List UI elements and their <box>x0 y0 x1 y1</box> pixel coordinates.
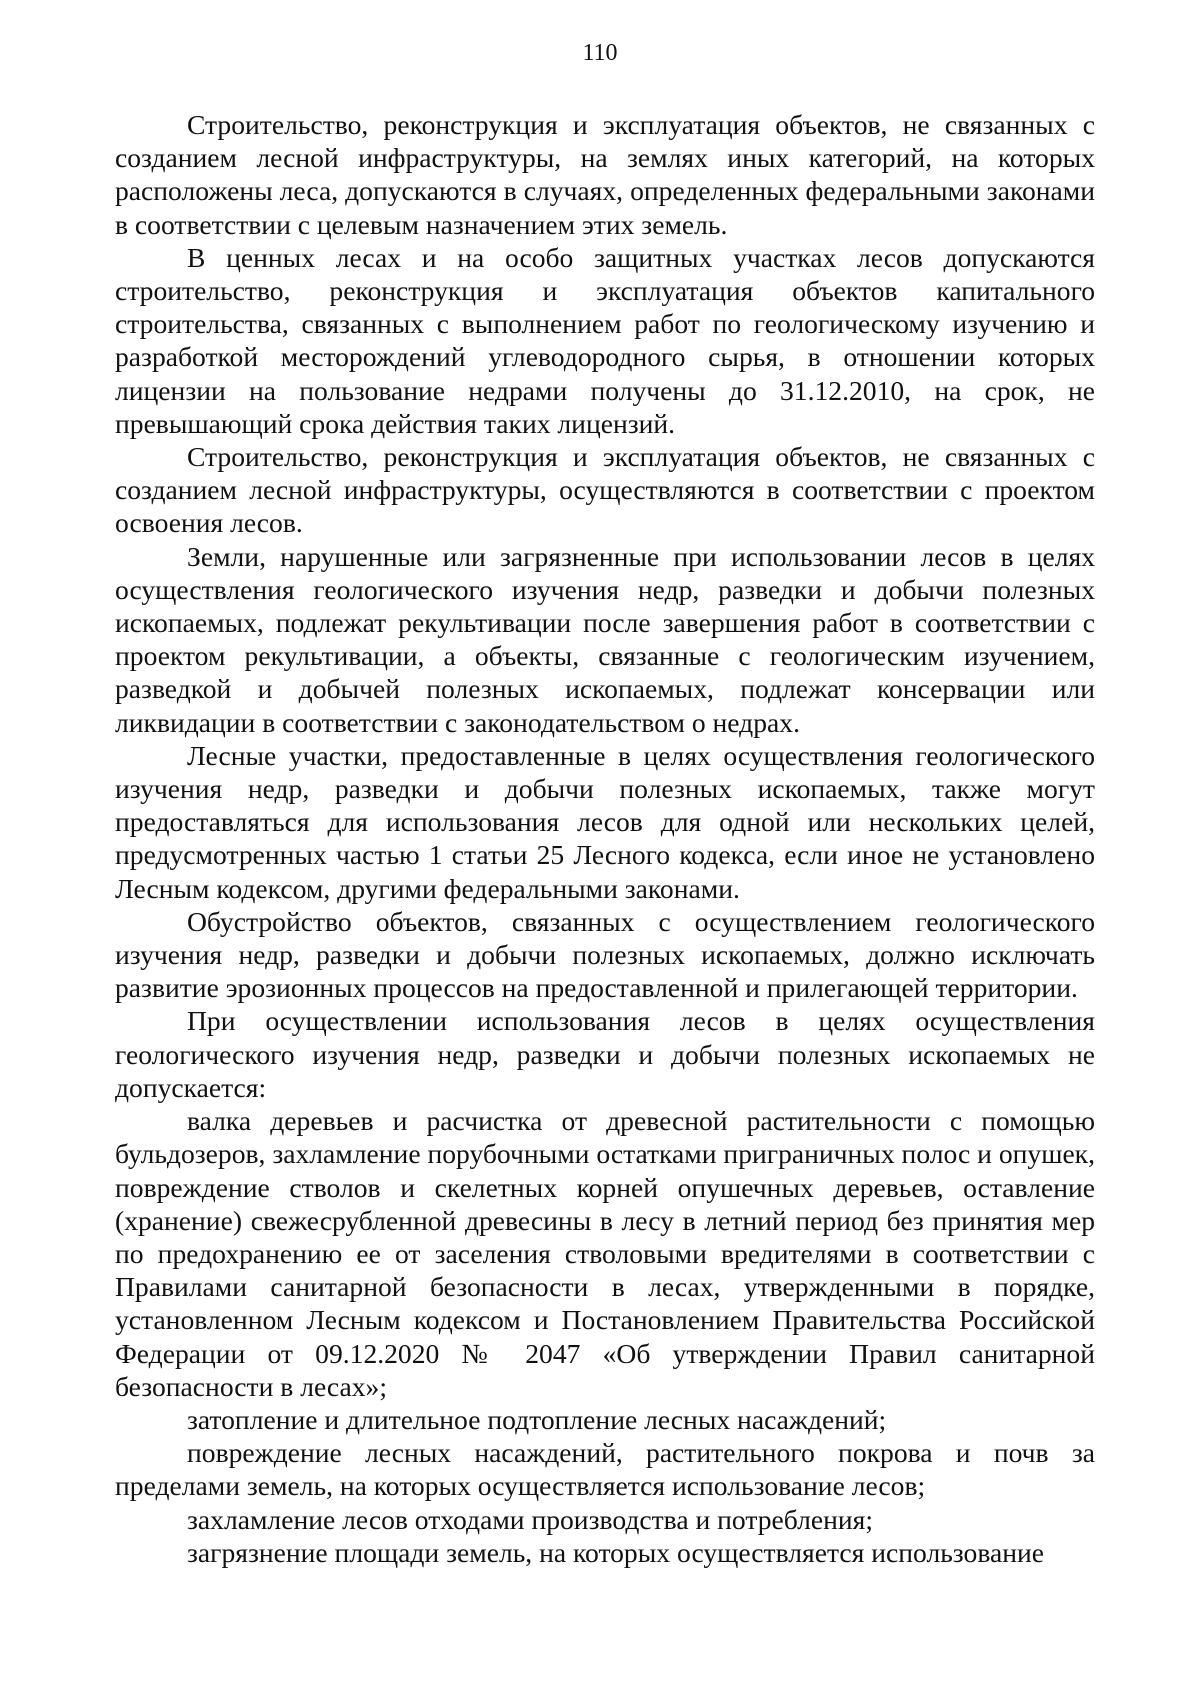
paragraph: При осуществлении использования лесов в целях осуществления геологического изучения недр, разведки и добычи полезных ископаемых не допускается: <box>115 1005 1095 1103</box>
list-item: загрязнение площади земель, на которых осуществляется использование <box>187 1536 1045 1568</box>
paragraph: Обустройство объектов, связанных с осуществлением геологического изучения недр, разведки и добычи полезных ископаемых, должно исключать развитие эрозионных процессов на предоставленной и прилегающей территории. <box>115 905 1095 1004</box>
list-item: повреждение лесных насаждений, растительного покрова и почв за пределами земель, на которых осуществляется использование лесов; <box>115 1437 1095 1502</box>
document-body <box>115 108 1095 1569</box>
list-item: захламление лесов отходами производства и потребления; <box>187 1503 874 1535</box>
paragraph: Лесные участки, предоставленные в целях осуществления геологического изучения недр, разведки и добычи полезных ископаемых, также могут предоставляться для использования лесов для одной или нескольких целей, предусмотренных частью 1 статьи 25 Лесного кодекса, если иное не установлено Лесным кодексом, другими федеральными законами. <box>115 739 1095 904</box>
list-item: валка деревьев и расчистка от древесной растительности с помощью бульдозеров, захламление порубочными остатками приграничных полос и опушек, повреждение стволов и скелетных корней опушечных деревьев, оставление (хранение) свежесрубленной древесины в лесу в летний период без принятия мер по предохранению ее от заселения стволовыми вредителями в соответствии с Правилами санитарной безопасности в лесах, утвержденными в порядке, установленном Лесным кодексом и Постановлением Правительства Российской Федерации от 09.12.2020 № 2047 «Об утверждении Правил санитарной безопасности в лесах»; <box>115 1105 1095 1402</box>
paragraph: В ценных лесах и на особо защитных участках лесов допускаются строительство, реконструкция и эксплуатация объектов капитального строительства, связанных с выполнением работ по геологическому изучению и разработкой месторождений углеводородного сырья, в отношении которых лицензии на пользование недрами получены до 31.12.2010, на срок, не превышающий срока действия таких лицензий. <box>115 241 1095 439</box>
list-item: затопление и длительное подтопление лесных насаждений; <box>187 1403 887 1435</box>
paragraph: Строительство, реконструкция и эксплуатация объектов, не связанных с созданием лесной инфраструктуры, на землях иных категорий, на которых расположены леса, допускаются в случаях, определенных федеральными законами в соответствии с целевым назначением этих земель. <box>115 109 1095 240</box>
paragraph: Строительство, реконструкция и эксплуатация объектов, не связанных с созданием лесной инфраструктуры, осуществляются в соответствии с проектом освоения лесов. <box>115 441 1095 539</box>
page-number: 110 <box>582 40 618 66</box>
paragraph: Земли, нарушенные или загрязненные при использовании лесов в целях осуществления геологического изучения недр, разведки и добычи полезных ископаемых, подлежат рекультивации после завершения работ в соответствии с проектом рекультивации, а объекты, связанные с геологическим изучением, разведкой и добычей полезных ископаемых, подлежат консервации или ликвидации в соответствии с законодательством о недрах. <box>115 540 1095 738</box>
